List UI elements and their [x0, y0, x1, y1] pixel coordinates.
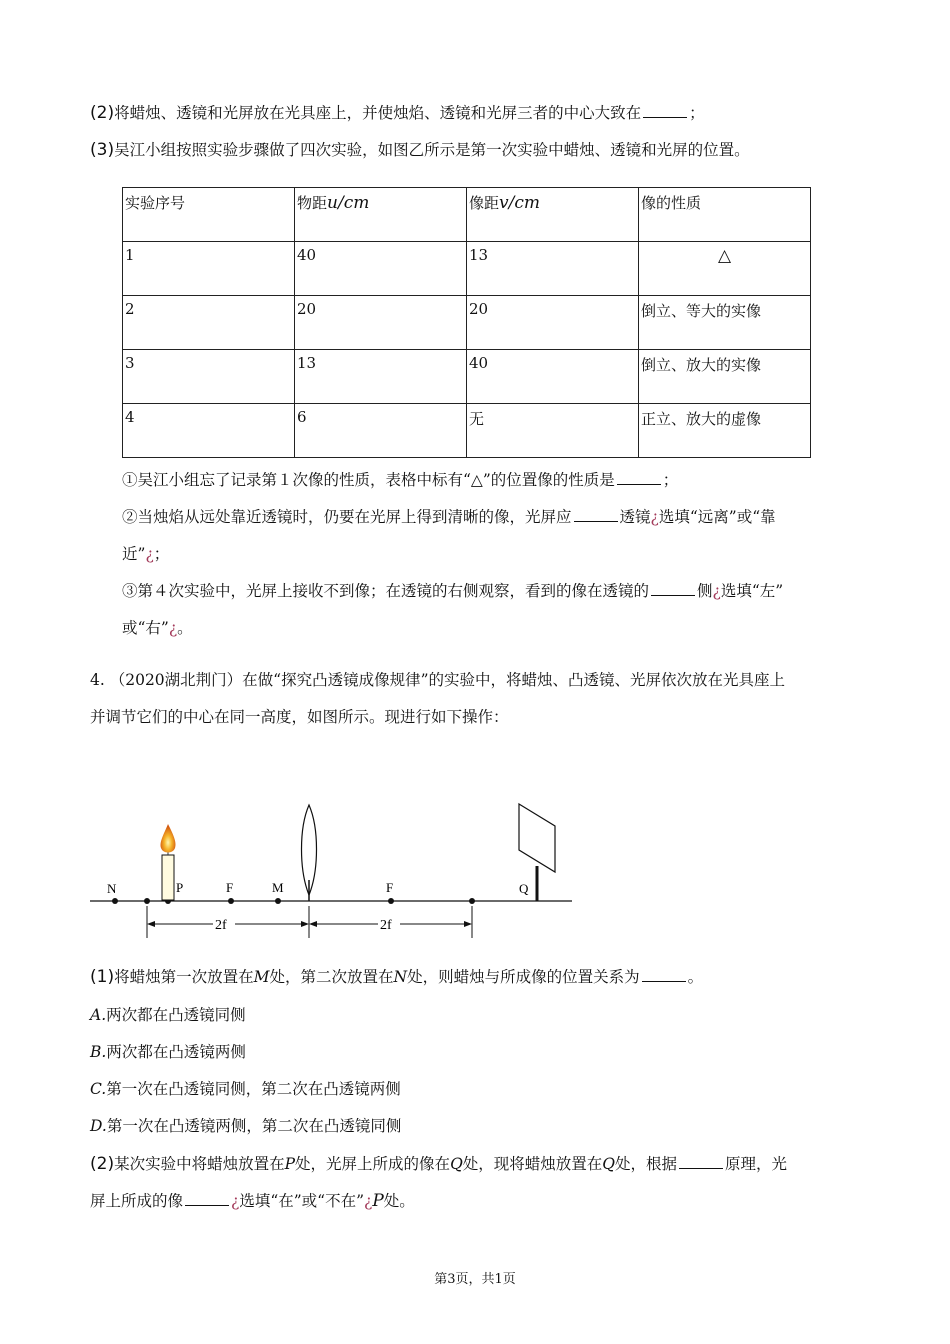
table-header-row	[123, 188, 811, 242]
q3-sub2-text: 选填“远离”或“靠	[658, 508, 776, 526]
punct: ；	[689, 104, 705, 122]
candle-body	[162, 855, 174, 900]
answer-blank[interactable]	[651, 581, 695, 596]
label-n: N	[107, 881, 117, 896]
q3-part2	[90, 102, 705, 124]
table-cell: 3	[123, 350, 295, 404]
answer-blank[interactable]	[574, 507, 618, 522]
header-unit: v/cm	[499, 193, 540, 213]
q3-sub2	[122, 506, 776, 528]
option-label: A.	[90, 1006, 107, 1024]
table-cell: 倒立、放大的实像	[639, 350, 811, 404]
dim-label-2f-right: 2f	[380, 918, 392, 933]
option-text: 第一次在凸透镜两侧，第二次在凸透镜同侧	[106, 1117, 402, 1135]
dim-label-2f-left: 2f	[215, 918, 227, 933]
q4-intro-line1: 4. （2020湖北荆门）在做“探究凸透镜成像规律”的实验中，将蜡烛、凸透镜、光屏依次放在光具座上	[90, 671, 786, 689]
arrow-head	[301, 921, 309, 927]
table-cell: 倒立、等大的实像	[639, 296, 811, 350]
label-m: M	[272, 880, 284, 895]
optical-bench-figure	[85, 800, 585, 945]
experiment-table	[122, 187, 811, 458]
table-cell: 20	[295, 296, 467, 350]
light-screen	[519, 804, 555, 872]
q4-part2-text: 处。	[383, 1192, 415, 1210]
table-row	[123, 350, 811, 404]
q4-part1-text: 将蜡烛第一次放置在	[114, 968, 254, 986]
answer-blank[interactable]	[617, 470, 661, 485]
punct: ；	[662, 471, 679, 489]
q4-part1-text: 处，则蜡烛与所成像的位置关系为	[407, 968, 640, 986]
punct: 。	[177, 619, 193, 637]
q4-part2-text: 选填“在”或“不在”	[239, 1192, 365, 1210]
header-cell: 物距u/cm	[295, 188, 467, 242]
point-n	[112, 898, 118, 904]
punct: 。	[687, 968, 704, 986]
table-cell: 13	[295, 350, 467, 404]
arrow-head	[464, 921, 472, 927]
arrow-head	[309, 921, 317, 927]
q4-part2-text: 处，根据	[615, 1155, 678, 1173]
var-p: P	[372, 1191, 384, 1211]
q3-sub3-text: 或“右”	[122, 619, 169, 637]
table-row	[123, 404, 811, 458]
option-text: 第一次在凸透镜同侧，第二次在凸透镜两侧	[106, 1080, 401, 1098]
q3-sub2-text: ②当烛焰从远处靠近透镜时，仍要在光屏上得到清晰的像，光屏应	[122, 508, 572, 526]
point-f-left	[228, 898, 234, 904]
point-f-right	[388, 898, 394, 904]
table-cell: 无	[467, 404, 639, 458]
q3-part3-number: (3)	[90, 140, 115, 160]
table-cell: 13	[467, 242, 639, 296]
q4-part2	[90, 1153, 787, 1175]
q3-part3-text: 吴江小组按照实验步骤做了四次实验，如图乙所示是第一次实验中蜡烛、透镜和光屏的位置。	[114, 141, 750, 159]
table-cell: 正立、放大的虚像	[639, 404, 811, 458]
option-c[interactable]	[90, 1078, 401, 1100]
q4-part2-text: 处，现将蜡烛放置在	[462, 1155, 603, 1173]
q3-sub2-text: 近”	[122, 545, 146, 563]
candle-flame-icon	[161, 824, 176, 853]
option-label: D.	[90, 1117, 107, 1135]
table-cell: 40	[467, 350, 639, 404]
point-2f-left	[144, 898, 150, 904]
option-label: C.	[90, 1080, 107, 1098]
q3-part3	[90, 139, 750, 161]
table-row	[123, 242, 811, 296]
table-row	[123, 296, 811, 350]
option-a[interactable]	[90, 1004, 246, 1026]
table-cell: 40	[295, 242, 467, 296]
q3-sub2-text: 透镜	[619, 508, 651, 526]
answer-blank[interactable]	[679, 1154, 723, 1169]
q4-part2-text: 某次实验中将蜡烛放置在	[114, 1155, 285, 1173]
option-text: 两次都在凸透镜同侧	[106, 1006, 246, 1024]
option-d[interactable]	[90, 1115, 401, 1137]
q3-sub3	[122, 580, 783, 602]
inverted-question-mark: ¿	[712, 582, 721, 600]
q4-part2-text: 原理，光	[725, 1155, 788, 1173]
q3-sub3-text: 选填“左”	[720, 582, 784, 600]
table-cell: 20	[467, 296, 639, 350]
table-cell: 4	[123, 404, 295, 458]
option-text: 两次都在凸透镜两侧	[106, 1043, 246, 1061]
q3-sub2-cont	[122, 543, 169, 565]
answer-blank[interactable]	[185, 1191, 229, 1206]
q3-part2-number: (2)	[90, 103, 115, 123]
inverted-question-mark: ¿	[650, 508, 659, 526]
var-q: Q	[602, 1155, 616, 1173]
point-m	[275, 898, 281, 904]
arrow-head	[147, 921, 155, 927]
inverted-question-mark: ¿	[231, 1192, 240, 1210]
label-q: Q	[519, 881, 529, 896]
label-f-left: F	[226, 880, 234, 895]
q4-part2-number: (2)	[90, 1154, 115, 1174]
q4-intro-line2: 并调节它们的中心在同一高度，如图所示。现进行如下操作：	[90, 708, 509, 726]
label-p: P	[176, 880, 184, 895]
q3-sub3-text: 侧	[697, 582, 713, 600]
var-n: N	[393, 968, 408, 986]
q4-part2-text: 处，光屏上所成的像在	[295, 1155, 451, 1173]
answer-blank[interactable]	[643, 103, 687, 118]
header-cell: 像的性质	[639, 188, 811, 242]
var-p: P	[284, 1155, 296, 1173]
header-cell: 像距v/cm	[467, 188, 639, 242]
table-cell-triangle: △	[639, 242, 811, 296]
q3-sub3-text: ③第４次实验中，光屏上接收不到像；在透镜的右侧观察，看到的像在透镜的	[122, 582, 650, 600]
answer-blank[interactable]	[642, 967, 686, 982]
q4-part2-text: 屏上所成的像	[90, 1192, 184, 1210]
punct: ；	[153, 545, 170, 563]
q3-sub1	[122, 469, 678, 491]
option-label: B.	[90, 1043, 107, 1061]
inverted-question-mark: ¿	[145, 545, 154, 563]
inverted-question-mark: ¿	[168, 619, 178, 637]
header-unit: u/cm	[327, 193, 370, 213]
q4-part1-text: 处，第二次放置在	[269, 968, 394, 986]
q4-part2-cont	[90, 1190, 415, 1212]
table-cell: 1	[123, 242, 295, 296]
option-b[interactable]	[90, 1041, 246, 1063]
page-footer: 第3页，共1页	[434, 1272, 516, 1287]
label-f-right: F	[386, 880, 394, 895]
var-m: M	[253, 968, 270, 986]
inverted-question-mark: ¿	[364, 1192, 373, 1210]
var-q: Q	[450, 1155, 463, 1173]
q3-sub3-cont	[122, 617, 193, 639]
q3-sub1-text: ①吴江小组忘了记录第１次像的性质，表格中标有“△”的位置像的性质是	[122, 471, 615, 489]
q3-part2-text: 将蜡烛、透镜和光屏放在光具座上，并使烛焰、透镜和光屏三者的中心大致在	[114, 104, 642, 122]
table-cell: 6	[295, 404, 467, 458]
q4-part1-number: (1)	[90, 967, 115, 987]
q4-part1	[90, 966, 703, 988]
header-cell: 实验序号	[123, 188, 295, 242]
point-2f-right	[469, 898, 475, 904]
table-cell: 2	[123, 296, 295, 350]
